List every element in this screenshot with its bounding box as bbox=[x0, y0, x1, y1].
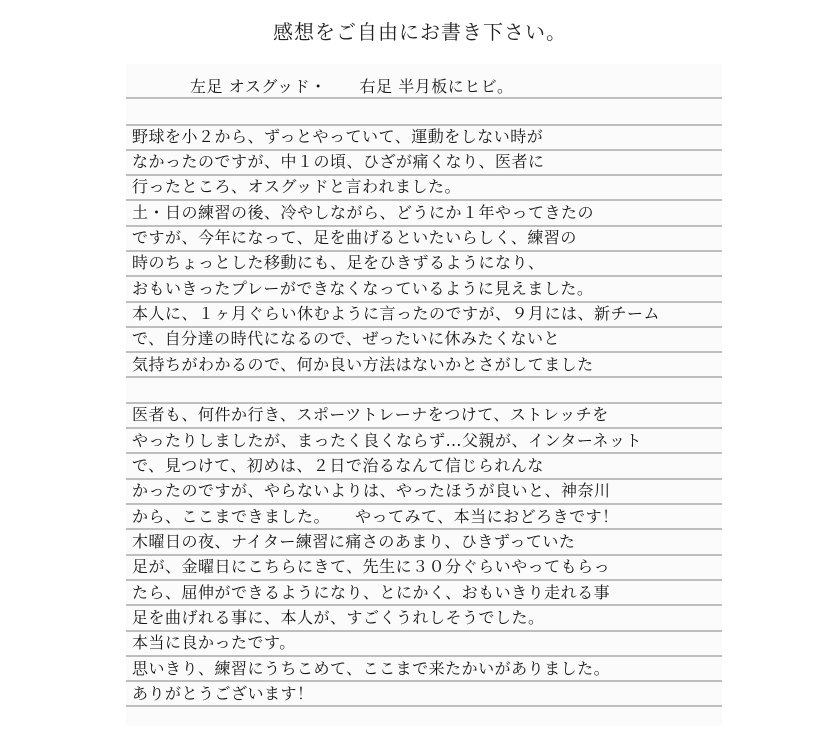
handwritten-line: から、ここまできました。 やってみて、本当におどろきです！ bbox=[132, 507, 619, 526]
handwritten-line: やったりしましたが、まったく良くならず…父親が、インターネット bbox=[132, 431, 643, 450]
handwritten-line: かったのですが、やらないよりは、やったほうが良いと、神奈川 bbox=[132, 481, 611, 500]
handwritten-line: たら、屈伸ができるようになり、とにかく、おもいきり走れる事 bbox=[132, 583, 611, 602]
handwritten-line: で、自分達の時代になるので、ぜったいに休みたくないと bbox=[132, 329, 561, 348]
handwritten-line: 足を曲げれる事に、本人が、すごくうれしそうでした。 bbox=[132, 608, 545, 627]
handwritten-line: 野球を小２から、ずっとやっていて、運動をしない時が bbox=[132, 127, 544, 146]
handwritten-line: 土・日の練習の後、冷やしながら、どうにか１年やってきたの bbox=[132, 203, 595, 222]
handwritten-line: 本人に、１ヶ月ぐらい休むように言ったのですが、９月には、新チーム bbox=[132, 304, 661, 323]
handwritten-line: で、見つけて、初めは、２日で治るなんて信じられんな bbox=[132, 456, 544, 475]
handwritten-feedback-card bbox=[126, 64, 722, 726]
handwritten-line: 気持ちがわかるので、何か良い方法はないかとさがしてました bbox=[132, 355, 594, 374]
handwritten-line: 本当に良かったです。 bbox=[132, 633, 296, 652]
handwritten-line: 左足 オスグッド・ 右足 半月板にヒビ。 bbox=[190, 77, 514, 96]
handwritten-line: なかったのですが、中１の頃、ひざが痛くなり、医者に bbox=[132, 152, 545, 171]
handwritten-line: 時のちょっとした移動にも、足をひきずるようになり、 bbox=[132, 253, 545, 272]
handwritten-line: 思いきり、練習にうちこめて、ここまで来たかいがありました。 bbox=[132, 659, 611, 678]
handwritten-line: 医者も、何件か行き、スポーツトレーナをつけて、ストレッチを bbox=[132, 405, 609, 424]
handwritten-line: ですが、今年になって、足を曲げるといたいらしく、練習の bbox=[132, 228, 577, 247]
handwritten-line: おもいきったプレーができなくなっているように見えました。 bbox=[132, 279, 594, 298]
page-title: 感想をご自由にお書き下さい。 bbox=[273, 20, 567, 44]
handwritten-line: 木曜日の夜、ナイター練習に痛さのあまり、ひきずっていた bbox=[132, 532, 576, 551]
handwritten-line: ありがとうございます！ bbox=[132, 684, 314, 703]
handwritten-line: 行ったところ、オスグッドと言われました。 bbox=[132, 177, 462, 196]
handwritten-line: 足が、金曜日にこちらにきて、先生に３０分ぐらいやってもらっ bbox=[132, 557, 611, 576]
